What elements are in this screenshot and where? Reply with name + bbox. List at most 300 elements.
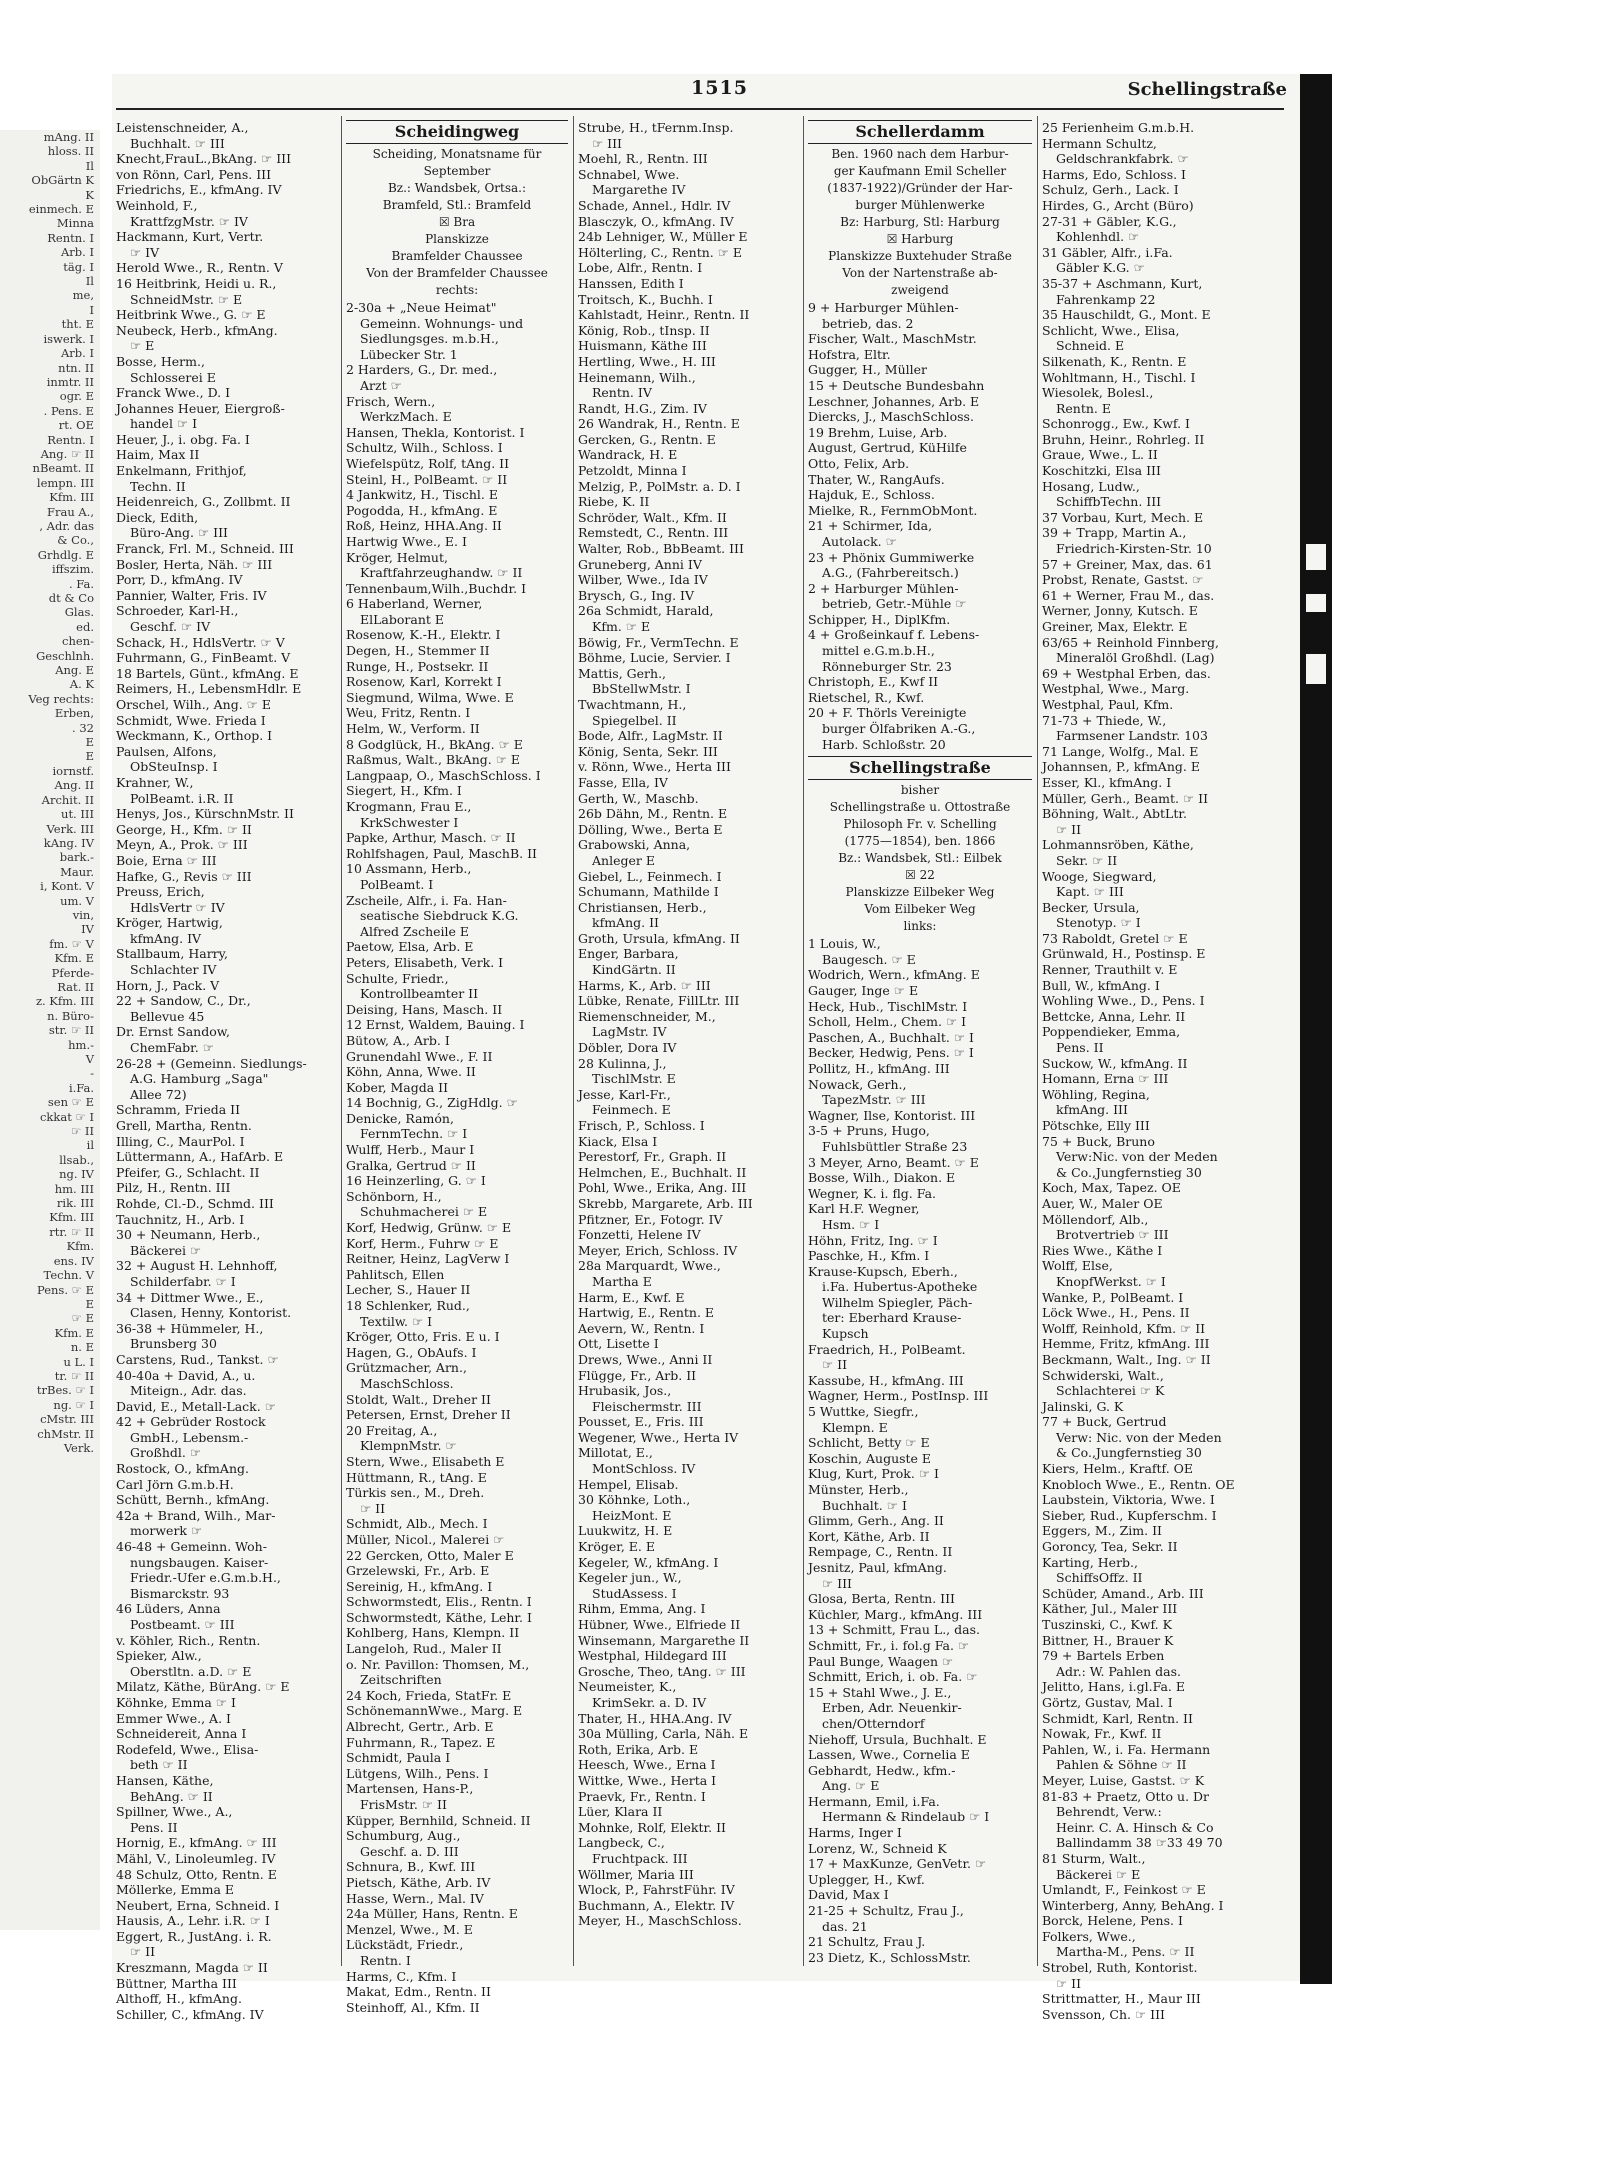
directory-entry: Bruhn, Heinr., Rohrleg. II <box>1042 431 1205 447</box>
previous-page-fragment: vin, <box>72 907 94 922</box>
previous-page-fragment: me, <box>72 288 94 303</box>
directory-entry: Kapt. ☞ III <box>1056 884 1124 900</box>
directory-entry: Neubeck, Herb., kfmAng. <box>116 322 278 338</box>
directory-entry: Meyn, A., Prok. ☞ III <box>116 837 248 853</box>
directory-entry: ☞ II <box>130 1944 156 1960</box>
directory-entry: Sieber, Rud., Kupferschm. I <box>1042 1507 1217 1523</box>
directory-entry: Pahlen, W., i. Fa. Hermann <box>1042 1741 1211 1757</box>
directory-entry: ☞ II <box>360 1500 386 1516</box>
directory-entry: Gercken, G., Rentn. E <box>578 431 716 447</box>
street-note: (1775—1854), ben. 1866 <box>844 834 996 849</box>
directory-entry: Grosche, Theo, tAng. ☞ III <box>578 1663 746 1679</box>
directory-entry: Paul Bunge, Waagen ☞ <box>808 1653 954 1669</box>
directory-entry: morwerk ☞ <box>130 1523 203 1539</box>
directory-entry: Skrebb, Margarete, Arb. III <box>578 1195 753 1211</box>
previous-page-fragment: Grhdlg. E <box>37 547 94 562</box>
directory-entry: 26b Dähn, M., Rentn. E <box>578 806 728 822</box>
directory-entry: Graue, Wwe., L. II <box>1042 447 1158 463</box>
directory-entry: Reitner, Heinz, LagVerw I <box>346 1251 510 1267</box>
directory-entry: Westphal, Hildegard III <box>578 1648 727 1664</box>
directory-entry: Tauchnitz, H., Arb. I <box>116 1211 245 1227</box>
previous-page-fragment: ng. IV <box>59 1167 94 1182</box>
directory-entry: Koch, Max, Tapez. OE <box>1042 1180 1181 1196</box>
directory-entry: Silkenath, K., Rentn. E <box>1042 353 1187 369</box>
directory-entry: Krogmann, Frau E., <box>346 799 472 814</box>
directory-entry: Leschner, Johannes, Arb. E <box>808 393 980 409</box>
directory-entry: ☞ III <box>592 135 622 151</box>
directory-entry: Harm, E., Kwf. E <box>578 1289 685 1305</box>
previous-page-fragment: ogr. E <box>59 389 94 404</box>
directory-entry: Dr. Ernst Sandow, <box>116 1024 230 1040</box>
directory-entry: Henys, Jos., KürschnMstr. II <box>116 806 294 822</box>
directory-entry: 3-5 + Pruns, Hugo, <box>808 1123 930 1139</box>
directory-entry: 15 + Stahl Wwe., J. E., <box>808 1684 952 1700</box>
directory-entry: 30 Köhnke, Loth., <box>578 1492 691 1508</box>
directory-entry: Bäckerei ☞ E <box>1056 1866 1141 1882</box>
directory-entry: Fraedrich, H., PolBeamt. <box>808 1341 966 1357</box>
directory-entry: Koschin, Auguste E <box>808 1450 932 1466</box>
directory-entry: Sekr. ☞ II <box>1056 852 1118 868</box>
directory-entry: kfmAng. IV <box>130 930 202 946</box>
previous-page-fragment: ObGärtn K <box>31 173 94 188</box>
directory-entry: Hartwig Wwe., E. I <box>346 533 467 549</box>
directory-entry: Verw: Nic. von der Meden <box>1056 1429 1222 1445</box>
previous-page-fragment: Geschlnh. <box>36 648 94 663</box>
directory-entry: George, H., Kfm. ☞ II <box>116 821 252 837</box>
directory-entry: Kahlstadt, Heinr., Rentn. II <box>578 307 750 323</box>
directory-entry: Wolff, Reinhold, Kfm. ☞ II <box>1042 1320 1206 1336</box>
directory-entry: Farmsener Landstr. 103 <box>1056 728 1208 744</box>
previous-page-fragment: . Fa. <box>68 576 94 591</box>
directory-entry: Kiack, Elsa I <box>578 1133 658 1149</box>
directory-entry: Rentn. IV <box>592 385 652 401</box>
directory-entry: 71-73 + Thiede, W., <box>1042 712 1167 728</box>
previous-page-fragment: Techn. V <box>43 1268 94 1283</box>
directory-entry: Ott, Lisette I <box>578 1336 659 1352</box>
directory-entry: 27-31 + Gäbler, K.G., <box>1042 213 1177 229</box>
directory-entry: ☞ E <box>130 338 155 354</box>
previous-page-fragment: einmech. E <box>28 202 94 217</box>
directory-entry: 24 Koch, Frieda, StatFr. E <box>346 1687 512 1703</box>
previous-page-fragment: Verk. III <box>46 821 94 836</box>
directory-entry: Wilhelm Spiegler, Päch- <box>822 1294 973 1310</box>
directory-entry: Stern, Wwe., Elisabeth E <box>346 1453 505 1469</box>
previous-page-fragment: & Co., <box>57 533 94 548</box>
directory-entry: Pens. II <box>130 1819 178 1835</box>
directory-entry: Oberstltn. a.D. ☞ E <box>130 1663 252 1679</box>
directory-entry: Karting, Herb., <box>1042 1554 1139 1570</box>
binding-edge <box>1300 74 1332 1984</box>
street-note: Philosoph Fr. v. Schelling <box>843 817 997 832</box>
previous-page-fragment: chen- <box>62 634 94 649</box>
previous-page-fragment: Il <box>85 274 94 289</box>
directory-entry: Schnura, B., Kwf. III <box>346 1859 476 1875</box>
directory-entry: 17 + MaxKunze, GenVetr. ☞ <box>808 1856 987 1872</box>
directory-entry: Lüer, Klara II <box>578 1804 663 1820</box>
directory-entry: Heidenreich, G., Zollbmt. II <box>116 494 291 510</box>
previous-page-fragment: Erben, <box>54 706 94 721</box>
previous-page-fragment: täg. I <box>63 259 94 274</box>
directory-entry: Folkers, Wwe., <box>1042 1928 1136 1944</box>
directory-entry: Wohling Wwe., D., Pens. I <box>1042 993 1205 1009</box>
directory-entry: Tuszinski, C., Kwf. K <box>1042 1617 1172 1632</box>
directory-entry: Heuer, J., i. obg. Fa. I <box>116 431 250 447</box>
directory-entry: Büttner, Martha III <box>116 1975 237 1991</box>
directory-entry: 73 Raboldt, Gretel ☞ E <box>1042 930 1188 946</box>
directory-entry: Boie, Erna ☞ III <box>116 852 217 868</box>
directory-entry: Verw:Nic. von der Meden <box>1056 1149 1218 1165</box>
directory-entry: Drews, Wwe., Anni II <box>578 1351 713 1367</box>
directory-entry: Meyer, H., MaschSchloss. <box>578 1913 742 1929</box>
directory-entry: Bosse, Wilh., Diakon. E <box>808 1170 956 1186</box>
directory-entry: Pilz, H., Rentn. III <box>116 1180 231 1196</box>
column-3 <box>578 120 798 1970</box>
directory-entry: Schilderfabr. ☞ I <box>130 1273 236 1289</box>
directory-entry: Hafke, G., Revis ☞ III <box>116 868 252 884</box>
directory-entry: 21-25 + Schultz, Frau J., <box>808 1903 964 1919</box>
directory-entry: Suckow, W., kfmAng. II <box>1042 1055 1188 1071</box>
directory-entry: Winsemann, Margarethe II <box>578 1632 750 1648</box>
directory-entry: Müller, Gerh., Beamt. ☞ II <box>1042 790 1209 806</box>
directory-entry: Strobel, Ruth, Kontorist. <box>1042 1960 1198 1976</box>
directory-entry: Kegeler jun., W., <box>578 1570 682 1586</box>
directory-entry: Zeitschriften <box>360 1672 442 1688</box>
previous-page-fragment: ens. IV <box>53 1253 94 1268</box>
directory-entry: Paetow, Elsa, Arb. E <box>346 939 474 955</box>
directory-entry: Beckmann, Walt., Ing. ☞ II <box>1042 1351 1211 1367</box>
directory-entry: Orschel, Wilh., Ang. ☞ E <box>116 696 271 712</box>
directory-entry: Geschf. a. D. III <box>360 1843 459 1859</box>
directory-entry: Martha-M., Pens. ☞ II <box>1056 1944 1195 1960</box>
directory-entry: Dölling, Wwe., Berta E <box>578 821 723 837</box>
directory-entry: Anleger E <box>592 852 655 868</box>
previous-page-fragment: - <box>90 1066 94 1081</box>
directory-entry: A.G., (Fahrbereitsch.) <box>822 565 959 581</box>
directory-entry: Bütow, A., Arb. I <box>346 1032 450 1048</box>
directory-entry: Twachtmann, H., <box>578 696 687 712</box>
directory-entry: 69 + Westphal Erben, das. <box>1042 665 1211 681</box>
directory-entry: Hemme, Fritz, kfmAng. III <box>1042 1336 1210 1352</box>
directory-entry: 63/65 + Reinhold Finnberg, <box>1042 634 1219 650</box>
directory-entry: Mattis, Gerh., <box>578 665 667 681</box>
directory-entry: & Co.,Jungfernstieg 30 <box>1056 1445 1202 1461</box>
directory-entry: Fuhrmann, R., Tapez. E <box>346 1734 496 1750</box>
directory-entry: Fuhlsbüttler Straße 23 <box>822 1138 968 1154</box>
directory-entry: 16 Heitbrink, Heidi u. R., <box>116 275 277 291</box>
previous-page-fragment: Ang. II <box>54 778 94 793</box>
directory-entry: 42a + Brand, Wilh., Mar- <box>116 1507 276 1523</box>
directory-entry: Kröger, Otto, Fris. E u. I <box>346 1329 500 1345</box>
previous-page-fragment: A. K <box>69 677 94 692</box>
directory-entry: Grzelewski, Fr., Arb. E <box>346 1563 490 1579</box>
street-note: September <box>423 164 491 178</box>
directory-entry: Svensson, Ch. ☞ III <box>1042 2006 1165 2022</box>
directory-entry: Schumburg, Aug., <box>346 1828 461 1844</box>
previous-page-fragment: z. Kfm. III <box>35 994 94 1009</box>
directory-entry: Hajduk, E., Schloss. <box>808 487 935 503</box>
directory-entry: Bosler, Herta, Näh. ☞ III <box>116 556 273 572</box>
directory-entry: ChemFabr. ☞ <box>130 1040 214 1056</box>
directory-entry: Baugesch. ☞ E <box>822 951 916 967</box>
directory-entry: Siegmund, Wilma, Wwe. E <box>346 689 514 705</box>
directory-entry: PolBeamt. I <box>360 876 434 892</box>
directory-entry: Hüttmann, R., tAng. E <box>346 1469 487 1485</box>
directory-entry: Dieck, Edith, <box>116 509 199 525</box>
directory-entry: Arzt ☞ <box>360 377 402 393</box>
directory-entry: Pollitz, H., kfmAng. III <box>808 1060 950 1076</box>
directory-entry: Schramm, Frieda II <box>116 1102 241 1118</box>
directory-entry: Becker, Ursula, <box>1042 899 1140 915</box>
directory-entry: Goroncy, Tea, Sekr. II <box>1042 1539 1178 1555</box>
column-4 <box>808 120 1032 1970</box>
directory-entry: 26-28 + (Gemeinn. Siedlungs- <box>116 1055 307 1071</box>
directory-entry: Deising, Hans, Masch. II <box>346 1001 503 1017</box>
directory-entry: Riemenschneider, M., <box>578 1008 716 1024</box>
previous-page-fragment: ng. ☞ I <box>53 1397 94 1412</box>
previous-page-fragment: Ang. E <box>55 663 94 678</box>
directory-entry: KrkSchwester I <box>360 814 459 830</box>
previous-page-fragment: str. ☞ II <box>48 1023 94 1038</box>
directory-entry: Harms, C., Kfm. I <box>346 1968 457 1984</box>
directory-entry: MontSchloss. IV <box>592 1461 696 1477</box>
directory-entry: Renner, Trauthilt v. E <box>1042 962 1178 978</box>
directory-entry: Heesch, Wwe., Erna I <box>578 1757 716 1773</box>
directory-entry: Rohde, Cl.-D., Schmd. III <box>116 1195 274 1211</box>
directory-entry: Stallbaum, Harry, <box>116 946 229 962</box>
street-note: ☒ Harburg <box>886 232 954 246</box>
directory-entry: Esser, Kl., kfmAng. I <box>1042 774 1172 790</box>
directory-entry: Werner, Jonny, Kutsch. E <box>1042 603 1198 619</box>
directory-entry: LagMstr. IV <box>592 1024 667 1040</box>
directory-entry: Enger, Barbara, <box>578 946 679 962</box>
directory-entry: David, E., Metall-Lack. ☞ <box>116 1398 276 1414</box>
directory-entry: Müller, Nicol., Malerei ☞ <box>346 1531 505 1547</box>
directory-entry: Grünwald, H., Postinsp. E <box>1042 946 1206 962</box>
previous-page-fragment: trBes. ☞ I <box>36 1383 94 1398</box>
directory-entry: Kegeler, W., kfmAng. I <box>578 1554 719 1570</box>
directory-entry: Pötschke, Elly III <box>1042 1118 1150 1133</box>
directory-entry: Wohltmann, H., Tischl. I <box>1042 369 1196 385</box>
directory-entry: Schack, H., HdlsVertr. ☞ V <box>116 634 285 650</box>
directory-entry: Paulsen, Alfons, <box>116 743 217 759</box>
previous-page-fragment: n. E <box>70 1340 94 1355</box>
directory-entry: Langpaap, O., MaschSchloss. I <box>346 767 541 783</box>
directory-entry: Türkis sen., M., Dreh. <box>346 1485 485 1501</box>
directory-entry: Horn, J., Pack. V <box>116 977 220 993</box>
directory-entry: Lückstädt, Friedr., <box>346 1937 464 1953</box>
directory-entry: Buchhalt. ☞ III <box>130 135 225 151</box>
directory-entry: Miteign., Adr. das. <box>130 1383 247 1399</box>
previous-page-fragment: fm. ☞ V <box>49 936 94 951</box>
directory-entry: Hansen, Käthe, <box>116 1772 214 1788</box>
previous-page-fragment: tr. ☞ II <box>54 1368 94 1383</box>
directory-entry: 23 + Phönix Gummiwerke <box>808 549 975 565</box>
column-5 <box>1042 120 1282 2022</box>
directory-entry: 36-38 + Hümmeler, H., <box>116 1320 264 1336</box>
directory-entry: Bosse, Herm., <box>116 353 205 369</box>
directory-entry: Westphal, Paul, Kfm. <box>1042 696 1174 712</box>
directory-entry: Schiller, C., kfmAng. IV <box>116 2006 264 2022</box>
directory-entry: Schlosserei E <box>130 369 216 385</box>
directory-entry: 35 Hauschildt, G., Mont. E <box>1042 307 1211 323</box>
directory-entry: Wilber, Wwe., Ida IV <box>578 572 708 588</box>
directory-entry: 18 Bartels, Günt., kfmAng. E <box>116 665 299 681</box>
directory-entry: 24a Müller, Hans, Rentn. E <box>346 1906 518 1922</box>
directory-entry: Johannes Heuer, Eiergroß- <box>116 400 285 416</box>
directory-entry: 46 Lüders, Anna <box>116 1601 221 1617</box>
street-note: ☒ Bra <box>438 215 476 229</box>
directory-entry: Wandrack, H. E <box>578 447 678 463</box>
previous-page-fragment: ntn. II <box>58 360 94 375</box>
directory-entry: Hermann Schultz, <box>1042 135 1157 151</box>
directory-entry: Helmchen, E., Buchhalt. II <box>578 1164 747 1180</box>
previous-page-fragment: iornstf. <box>52 763 94 778</box>
directory-entry: Becker, Hedwig, Pens. ☞ I <box>808 1045 974 1061</box>
directory-entry: Wöhling, Regina, <box>1042 1086 1150 1102</box>
directory-entry: ☞ II <box>1056 1975 1082 1991</box>
directory-entry: Döbler, Dora IV <box>578 1040 677 1056</box>
directory-entry: betrieb, Getr.-Mühle ☞ <box>822 596 967 612</box>
street-note: Bz.: Wandsbek, Ortsa.: <box>387 181 527 195</box>
directory-entry: 19 Brehm, Luise, Arb. <box>808 424 948 440</box>
column-divider <box>341 116 342 1966</box>
directory-entry: 34 + Dittmer Wwe., E., <box>116 1289 264 1305</box>
directory-entry: Zscheile, Alfr., i. Fa. Han- <box>346 892 507 908</box>
directory-entry: Rempage, C., Rentn. II <box>808 1544 953 1560</box>
directory-entry: Lübke, Renate, FillLtr. III <box>578 993 740 1009</box>
directory-entry: Schuhmacherei ☞ E <box>360 1204 488 1220</box>
directory-entry: Frisch, Wern., <box>346 393 436 409</box>
previous-page-fragment: Maur. <box>60 864 94 879</box>
directory-entry: Reimers, H., LebensmHdlr. E <box>116 681 302 697</box>
directory-entry: v. Köhler, Rich., Rentn. <box>116 1632 261 1648</box>
column-divider <box>573 116 574 1966</box>
directory-entry: Tennenbaum,Wilh.,Buchdr. I <box>346 580 527 596</box>
directory-entry: Sereinig, H., kfmAng. I <box>346 1578 493 1594</box>
directory-entry: Heinr. C. A. Hinsch & Co <box>1056 1819 1214 1835</box>
previous-page-fragment: lempn. III <box>36 475 94 490</box>
directory-entry: 26a Schmidt, Harald, <box>578 603 714 619</box>
directory-entry: 30 + Neumann, Herb., <box>116 1227 261 1243</box>
directory-entry: Papke, Arthur, Masch. ☞ II <box>346 830 516 846</box>
directory-entry: Schonrogg., Ew., Kwf. I <box>1042 416 1190 432</box>
directory-entry: 23 Dietz, K., SchlossMstr. <box>808 1949 971 1965</box>
directory-entry: Heck, Hub., TischlMstr. I <box>808 998 968 1014</box>
directory-entry: 79 + Bartels Erben <box>1042 1648 1165 1664</box>
directory-entry: Geldschrankfabrk. ☞ <box>1056 151 1189 167</box>
directory-entry: Aevern, W., Rentn. I <box>578 1320 705 1336</box>
directory-entry: Görtz, Gustav, Mal. I <box>1042 1694 1173 1710</box>
directory-entry: Denicke, Ramón, <box>346 1110 454 1126</box>
directory-entry: 31 Gäbler, Alfr., i.Fa. <box>1042 244 1173 260</box>
directory-entry: Milatz, Käthe, BürAng. ☞ E <box>116 1679 290 1695</box>
street-note: zweigend <box>891 283 949 297</box>
directory-entry: Langeloh, Rud., Maler II <box>346 1641 502 1657</box>
directory-entry: Wooge, Siegward, <box>1042 868 1157 884</box>
previous-page-fragment: bark.- <box>59 850 94 865</box>
directory-entry: 10 Assmann, Herb., <box>346 861 472 877</box>
previous-page-fragment: ut. III <box>61 807 94 822</box>
previous-page-fragment: nBeamt. II <box>32 461 94 476</box>
directory-entry: Kraftfahrzeughandw. ☞ II <box>360 565 523 581</box>
directory-entry: Wiefelspütz, Rolf, tAng. II <box>346 455 510 471</box>
previous-page-fragment: Kfm. III <box>49 1210 94 1225</box>
directory-entry: Löck Wwe., H., Pens. II <box>1042 1305 1190 1321</box>
directory-entry: Geschf. ☞ IV <box>130 619 211 634</box>
directory-entry: Großhdl. ☞ <box>130 1445 202 1461</box>
directory-entry: Winterberg, Anny, BehAng. I <box>1042 1897 1224 1913</box>
previous-page-fragment: Pens. ☞ E <box>36 1282 94 1297</box>
directory-entry: Neubert, Erna, Schneid. I <box>116 1897 280 1913</box>
directory-entry: Gerth, W., Maschb. <box>578 790 699 806</box>
directory-entry: Korf, Herm., Fuhrw ☞ E <box>346 1235 499 1251</box>
directory-entry: Helm, W., Verform. II <box>346 721 480 737</box>
directory-entry: Büro-Ang. ☞ III <box>130 525 228 541</box>
directory-entry: Remstedt, C., Rentn. III <box>578 525 729 541</box>
directory-entry: Böwig, Fr., VermTechn. E <box>578 634 739 650</box>
directory-entry: TischlMstr. E <box>592 1071 676 1087</box>
directory-entry: 8 Godglück, H., BkAng. ☞ E <box>346 736 523 752</box>
directory-entry: Gäbler K.G. ☞ <box>1056 260 1145 276</box>
directory-entry: Pfitzner, Er., Fotogr. IV <box>578 1211 723 1227</box>
directory-entry: ☞ II <box>822 1357 848 1373</box>
previous-page-fragment: rt. OE <box>58 418 94 433</box>
directory-entry: Schneidereit, Anna I <box>116 1726 247 1742</box>
directory-entry: Illing, C., MaurPol. I <box>116 1133 245 1149</box>
directory-entry: Grunendahl Wwe., F. II <box>346 1048 493 1064</box>
directory-entry: Kort, Käthe, Arb. II <box>808 1528 930 1544</box>
directory-entry: 4 Jankwitz, H., Tischl. E <box>346 487 498 503</box>
directory-entry: Höhn, Fritz, Ing. ☞ I <box>808 1232 938 1248</box>
directory-entry: Möllerke, Emma E <box>116 1882 234 1898</box>
directory-entry: Rönneburger Str. 23 <box>822 658 952 674</box>
directory-entry: Flügge, Fr., Arb. II <box>578 1367 697 1383</box>
directory-entry: Behrendt, Verw.: <box>1056 1804 1162 1820</box>
directory-entry: Heinemann, Wilh., <box>578 369 696 385</box>
street-note: Schellingstraße u. Ottostraße <box>829 800 1011 815</box>
previous-page-fragment: Minna <box>56 216 94 231</box>
directory-entry: Brysch, G., Ing. IV <box>578 587 694 603</box>
directory-entry: Mielke, R., FernmObMont. <box>808 502 978 518</box>
directory-entry: Christiansen, Herb., <box>578 899 707 915</box>
directory-entry: PolBeamt. i.R. II <box>130 790 234 806</box>
directory-entry: Pahlen & Söhne ☞ II <box>1056 1757 1187 1773</box>
directory-entry: Roth, Erika, Arb. E <box>578 1741 699 1757</box>
street-note: Planskizze Buxtehuder Straße <box>828 249 1012 263</box>
previous-page-fragment: Arb. I <box>60 245 94 260</box>
directory-entry: 46-48 + Gemeinn. Woh- <box>116 1539 267 1555</box>
directory-entry: Hermann, Emil, i.Fa. <box>808 1793 940 1809</box>
directory-entry: Wagner, Herm., PostInsp. III <box>808 1388 989 1404</box>
street-note: ger Kaufmann Emil Scheller <box>833 164 1007 178</box>
directory-entry: 18 Schlenker, Rud., <box>346 1298 470 1313</box>
directory-entry: Groth, Ursula, kfmAng. II <box>578 930 740 946</box>
directory-entry: Schmitt, Erich, i. ob. Fa. ☞ <box>808 1669 978 1685</box>
directory-entry: KindGärtn. II <box>592 962 676 978</box>
directory-entry: chen/Otterndorf <box>822 1715 925 1731</box>
directory-entry: Rentn. I <box>360 1952 411 1968</box>
directory-entry: Schmitt, Fr., i. fol.g Fa. ☞ <box>808 1637 970 1653</box>
directory-entry: 26 Wandrak, H., Rentn. E <box>578 416 740 432</box>
street-note: Bramfeld, Stl.: Bramfeld <box>382 198 532 212</box>
directory-entry: 30a Mülling, Carla, Näh. E <box>578 1726 749 1742</box>
directory-entry: Jalinski, G. K <box>1042 1398 1124 1414</box>
directory-entry: Postbeamt. ☞ III <box>130 1617 235 1632</box>
directory-entry: Techn. II <box>130 478 186 494</box>
directory-entry: 1 Louis, W., <box>808 936 881 952</box>
directory-page <box>112 74 1327 2022</box>
previous-page-fragment: Kfm. III <box>49 490 94 505</box>
